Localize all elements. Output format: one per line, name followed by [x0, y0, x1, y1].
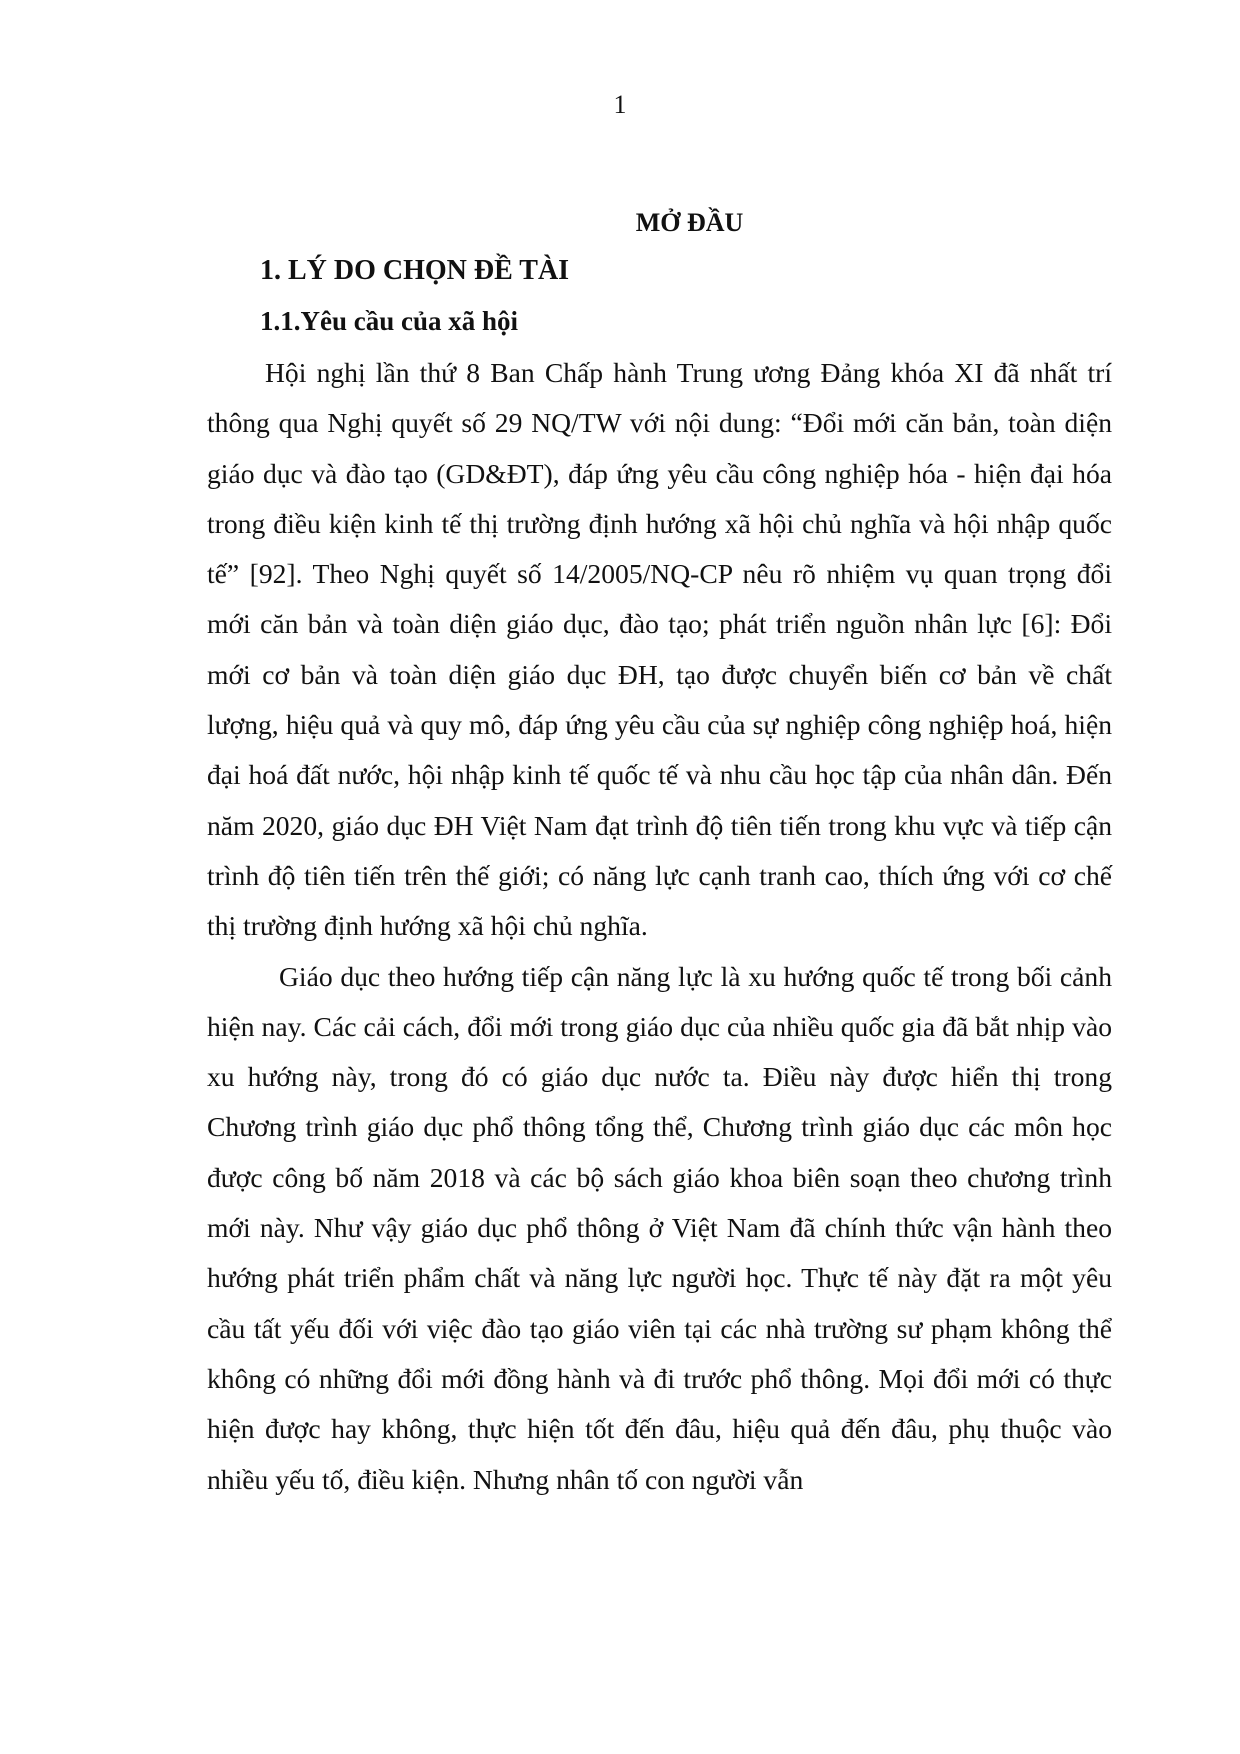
body-paragraph: Hội nghị lần thứ 8 Ban Chấp hành Trung ương Đảng khóa XI đã nhất trí thông qua Nghị quyết số 29 NQ/TW với nội dung: “Đổi mới căn bản, toàn diện giáo dục và đào tạo (GD&ĐT), đáp ứng yêu cầu công nghiệp hóa - hiện đại hóa trong điều kiện kinh tế thị trường định hướng xã hội chủ nghĩa và hội nhập quốc tế” [92]. Theo Nghị quyết số 14/2005/NQ-CP nêu rõ nhiệm vụ quan trọng đổi mới căn bản và toàn diện giáo dục, đào tạo; phát triển nguồn nhân lực [6]: Đổi mới cơ bản và toàn diện giáo dục ĐH, tạo được chuyển biến cơ bản về chất lượng, hiệu quả và quy mô, đáp ứng yêu cầu của sự nghiệp công nghiệp hoá, hiện đại hoá đất nước, hội nhập kinh tế quốc tế và nhu cầu học tập của nhân dân. Đến năm 2020, giáo dục ĐH Việt Nam đạt trình độ tiên tiến trong khu vực và tiếp cận trình độ tiên tiến trên thế giới; có năng lực cạnh tranh cao, thích ứng với cơ chế thị trường định hướng xã hội chủ nghĩa.: [207, 357, 1112, 942]
page-number: 1: [613, 90, 627, 119]
body-paragraph: Giáo dục theo hướng tiếp cận năng lực là xu hướng quốc tế trong bối cảnh hiện nay. Các cải cách, đổi mới trong giáo dục của nhiều quốc gia đã bắt nhịp vào xu hướng này, trong đó có giáo dục nước ta. Điều này được hiển thị trong Chương trình giáo dục phổ thông tổng thể, Chương trình giáo dục các môn học được công bố năm 2018 và các bộ sách giáo khoa biên soạn theo chương trình mới này. Như vậy giáo dục phổ thông ở Việt Nam đã chính thức vận hành theo hướng phát triển phẩm chất và năng lực người học. Thực tế này đặt ra một yêu cầu tất yếu đối với việc đào tạo giáo viên tại các nhà trường sư phạm không thể không có những đổi mới đồng hành và đi trước phổ thông. Mọi đổi mới có thực hiện được hay không, thực hiện tốt đến đâu, hiệu quả đến đâu, phụ thuộc vào nhiều yếu tố, điều kiện. Nhưng nhân tố con người vẫn: [207, 960, 1112, 1495]
section-heading: 1. LÝ DO CHỌN ĐỀ TÀI: [260, 255, 570, 286]
page-content: [207, 208, 1112, 1505]
subsection-heading: 1.1.Yêu cầu của xã hội: [260, 306, 519, 336]
main-title: MỞ ĐẦU: [635, 208, 744, 237]
